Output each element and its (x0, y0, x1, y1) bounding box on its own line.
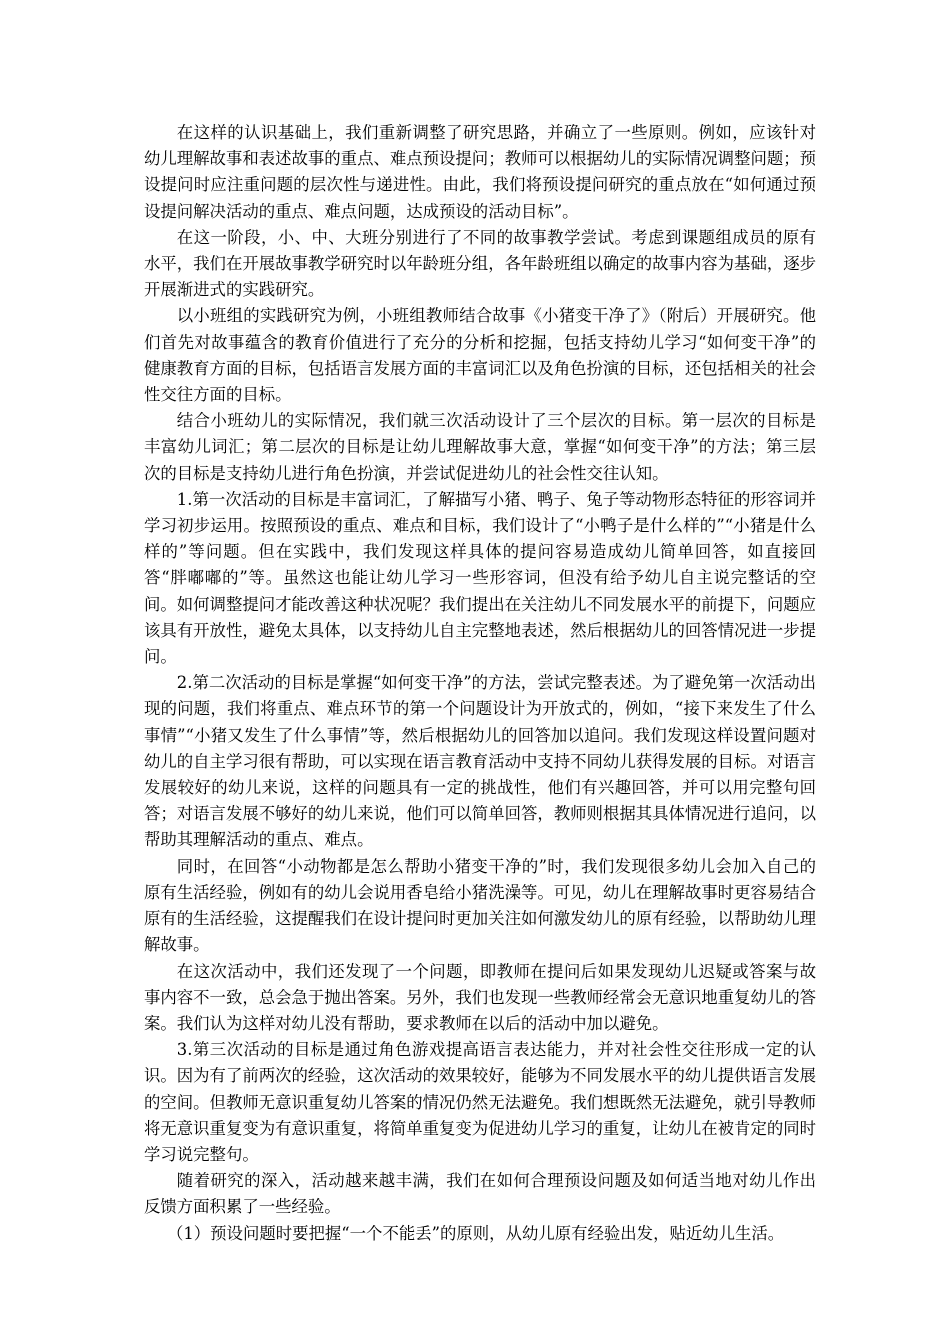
paragraph: 以小班组的实践研究为例，小班组教师结合故事《小猪变干净了》（附后）开展研究。他们首先对故事蕴含的教育价值进行了充分的分析和挖掘，包括支持幼儿学习“如何变干净”的健康教育方面的目标，包括语言发展方面的丰富词汇以及角色扮演的目标，还包括相关的社会性交往方面的目标。 (144, 306, 817, 405)
paragraph: 随着研究的深入，活动越来越丰满，我们在如何合理预设问题及如何适当地对幼儿作出反馈方面积累了一些经验。 (144, 1171, 816, 1217)
paragraph: 同时，在回答“小动物都是怎么帮助小猪变干净的”时，我们发现很多幼儿会加入自己的原有生活经验，例如有的幼儿会说用香皂给小猪洗澡等。可见，幼儿在理解故事时更容易结合原有的生活经验，这提醒我们在设计提问时更加关注如何激发幼儿的原有经验，以帮助幼儿理解故事。 (144, 856, 817, 955)
paragraph: （1）预设问题时要把握“一个不能丢”的原则，从幼儿原有经验出发，贴近幼儿生活。 (166, 1223, 785, 1243)
paragraph: 3.第三次活动的目标是通过角色游戏提高语言表达能力，并对社会性交往形成一定的认识。因为有了前两次的经验，这次活动的效果较好，能够为不同发展水平的幼儿提供语言发展的空间。但教师无意识重复幼儿答案的情况仍然无法避免。我们想既然无法避免，就引导教师将无意识重复变为有意识重复，将简单重复变为促进幼儿学习的重复，让幼儿在被肯定的同时学习说完整句。 (144, 1040, 817, 1164)
paragraph: 在这次活动中，我们还发现了一个问题，即教师在提问后如果发现幼儿迟疑或答案与故事内容不一致，总会急于抛出答案。另外，我们也发现一些教师经常会无意识地重复幼儿的答案。我们认为这样对幼儿没有帮助，要求教师在以后的活动中加以避免。 (144, 961, 817, 1033)
paragraph: 1.第一次活动的目标是丰富词汇，了解描写小猪、鸭子、兔子等动物形态特征的形容词并学习初步运用。按照预设的重点、难点和目标，我们设计了“小鸭子是什么样的”“小猪是什么样的”等问题。但在实践中，我们发现这样具体的提问容易造成幼儿简单回答，如直接回答“胖嘟嘟的”等。虽然这也能让幼儿学习一些形容词，但没有给予幼儿自主说完整话的空间。如何调整提问才能改善这种状况呢？我们提出在关注幼儿不同发展水平的前提下，问题应该具有开放性，避免太具体，以支持幼儿自主完整地表述，然后根据幼儿的回答情况进一步提问。 (144, 489, 817, 667)
document-body (144, 120, 816, 1247)
paragraph: 在这一阶段，小、中、大班分别进行了不同的故事教学尝试。考虑到课题组成员的原有水平，我们在开展故事教学研究时以年龄班分组，各年龄班组以确定的故事内容为基础，逐步开展渐进式的实践研究。 (144, 227, 817, 300)
paragraph: 2.第二次活动的目标是掌握“如何变干净”的方法，尝试完整表述。为了避免第一次活动出现的问题，我们将重点、难点环节的第一个问题设计为开放式的，例如，“接下来发生了什么事情”“小猪又发生了什么事情”等，然后根据幼儿的回答加以追问。我们发现这样设置问题对幼儿的自主学习很有帮助，可以实现在语言教育活动中支持不同幼儿获得发展的目标。对语言发展较好的幼儿来说，这样的问题具有一定的挑战性，他们有兴趣回答，并可以用完整句回答；对语言发展不够好的幼儿来说，他们可以简单回答，教师则根据其具体情况进行追问，以帮助其理解活动的重点、难点。 (144, 673, 817, 850)
paragraph: 在这样的认识基础上，我们重新调整了研究思路，并确立了一些原则。例如，应该针对幼儿理解故事和表述故事的重点、难点预设提问；教师可以根据幼儿的实际情况调整问题；预设提问时应注重问题的层次性与递进性。由此，我们将预设提问研究的重点放在“如何通过预设提问解决活动的重点、难点问题，达成预设的活动目标”。 (144, 123, 817, 221)
paragraph: 结合小班幼儿的实际情况，我们就三次活动设计了三个层次的目标。第一层次的目标是丰富幼儿词汇；第二层次的目标是让幼儿理解故事大意，掌握“如何变干净”的方法；第三层次的目标是支持幼儿进行角色扮演，并尝试促进幼儿的社会性交往认知。 (144, 411, 816, 483)
